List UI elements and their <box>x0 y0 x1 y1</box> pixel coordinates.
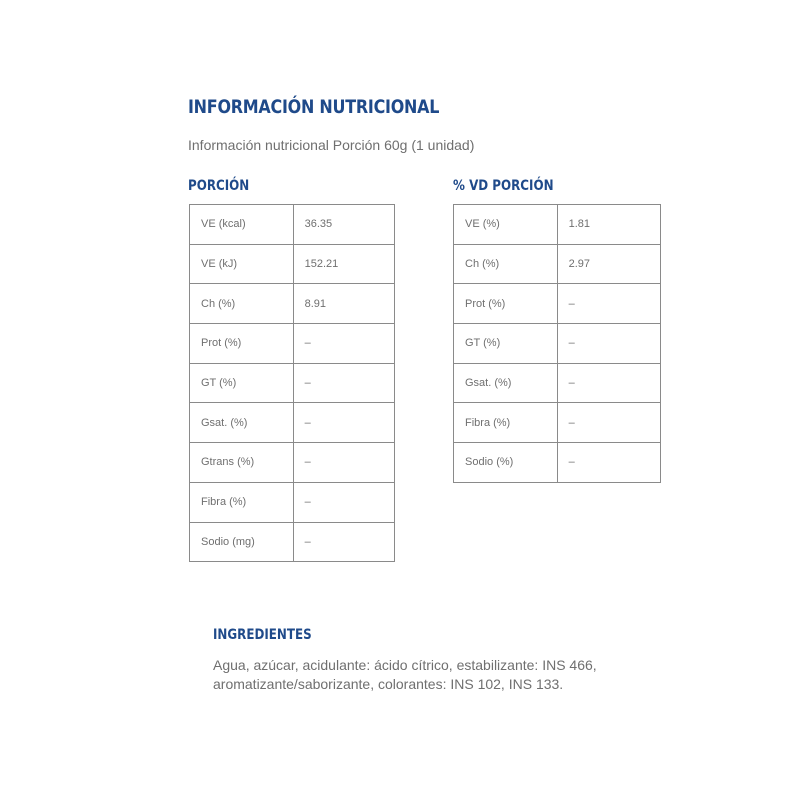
row-value: – <box>293 522 394 562</box>
row-label: Sodio (%) <box>454 443 558 483</box>
vd-table <box>453 204 661 483</box>
row-label: VE (%) <box>454 205 558 245</box>
row-label: Gsat. (%) <box>454 363 558 403</box>
row-value: – <box>293 324 394 364</box>
row-label: Gtrans (%) <box>190 443 294 483</box>
row-value: 1.81 <box>557 205 660 245</box>
row-value: – <box>293 403 394 443</box>
row-label: Gsat. (%) <box>190 403 294 443</box>
portion-table <box>189 204 395 562</box>
row-value: – <box>557 403 660 443</box>
row-label: Sodio (mg) <box>190 522 294 562</box>
row-value: 8.91 <box>293 284 394 324</box>
table-row <box>190 443 395 483</box>
row-value: – <box>293 482 394 522</box>
table-row <box>190 522 395 562</box>
row-label: Prot (%) <box>190 324 294 364</box>
row-label: Ch (%) <box>190 284 294 324</box>
table-row <box>454 363 661 403</box>
row-label: GT (%) <box>454 324 558 364</box>
ingredients-heading: INGREDIENTES <box>213 627 312 643</box>
table-row <box>190 244 395 284</box>
table-row <box>454 205 661 245</box>
row-value: 36.35 <box>293 205 394 245</box>
row-label: Prot (%) <box>454 284 558 324</box>
table-row <box>190 205 395 245</box>
row-value: – <box>557 443 660 483</box>
row-value: – <box>293 443 394 483</box>
row-label: GT (%) <box>190 363 294 403</box>
row-label: VE (kJ) <box>190 244 294 284</box>
row-value: – <box>557 324 660 364</box>
vd-heading: % VD PORCIÓN <box>453 178 554 194</box>
table-row <box>454 324 661 364</box>
row-value: 152.21 <box>293 244 394 284</box>
row-value: – <box>557 284 660 324</box>
row-value: – <box>557 363 660 403</box>
table-row <box>190 403 395 443</box>
row-value: 2.97 <box>557 244 660 284</box>
row-label: VE (kcal) <box>190 205 294 245</box>
portion-heading: PORCIÓN <box>188 178 250 194</box>
row-value: – <box>293 363 394 403</box>
table-row <box>454 403 661 443</box>
row-label: Fibra (%) <box>454 403 558 443</box>
table-row <box>190 363 395 403</box>
ingredients-text: Agua, azúcar, acidulante: ácido cítrico, estabilizante: INS 466, aromatizante/saborizante, colorantes: INS 102, INS 133. <box>213 657 597 692</box>
table-row <box>190 284 395 324</box>
table-row <box>454 284 661 324</box>
row-label: Ch (%) <box>454 244 558 284</box>
table-row <box>190 324 395 364</box>
table-row <box>190 482 395 522</box>
page-subtitle: Información nutricional Porción 60g (1 unidad) <box>188 137 475 153</box>
table-row <box>454 244 661 284</box>
table-row <box>454 443 661 483</box>
row-label: Fibra (%) <box>190 482 294 522</box>
page-title: INFORMACIÓN NUTRICIONAL <box>188 96 440 118</box>
